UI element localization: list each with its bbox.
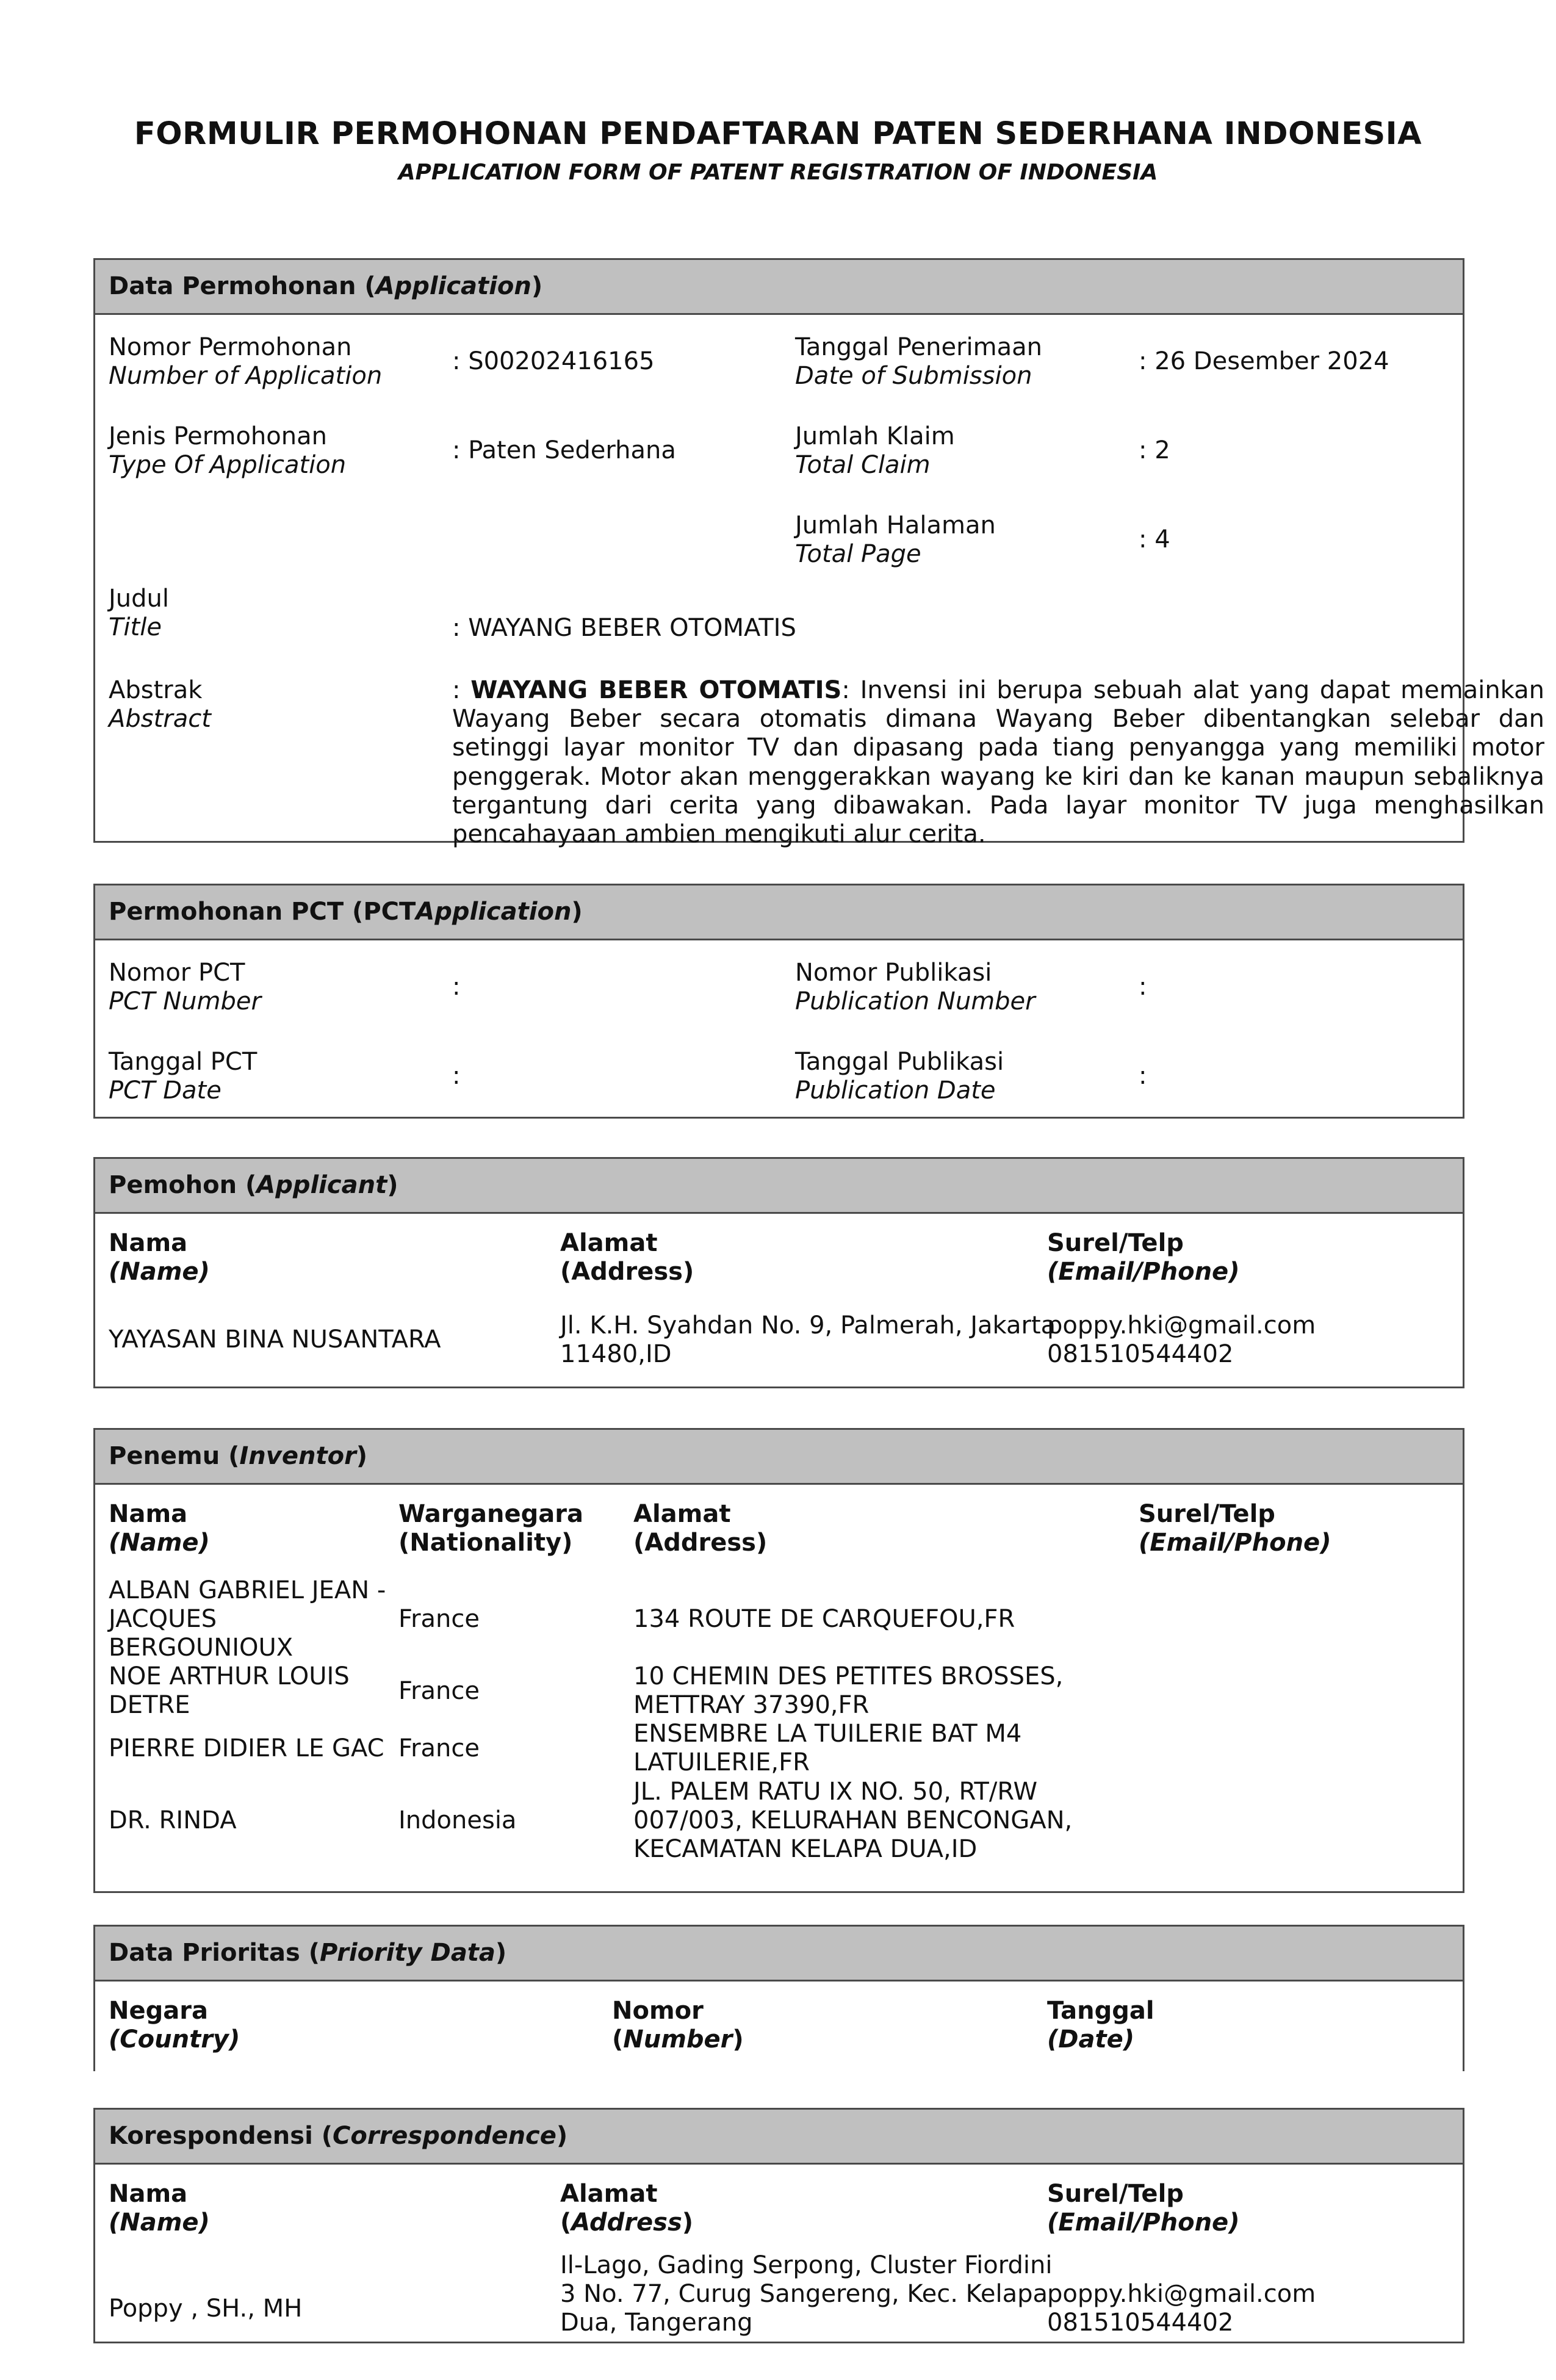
inventor-row-1-nationality: France [398,1605,480,1633]
title-label: Judul Title [109,585,170,642]
correspondence-section [93,2108,1464,2343]
application-type-value: : Paten Sederhana [452,436,676,465]
applicant-contact [1047,1311,1316,1369]
pct-date-label: Tanggal PCT PCT Date [109,1048,258,1105]
title-value: : WAYANG BEBER OTOMATIS [452,614,796,642]
correspondence-address: Il-Lago, Gading Serpong, Cluster Fiordini 3 No. 77, Curug Sangereng, Kec. Kelapa Dua, Tangerang [560,2251,1053,2337]
inventor-row-1-name: ALBAN GABRIEL JEAN - JACQUES BERGOUNIOUX [109,1576,386,1662]
inventor-row-2-address: 10 CHEMIN DES PETITES BROSSES, METTRAY 37390,FR [633,1662,1064,1720]
applicant-section-header: Pemohon ( Applicant ) [95,1159,1463,1214]
inventor-col-name: Nama (Name) [109,1500,210,1557]
inventor-col-address: Alamat (Address) [633,1500,768,1557]
inventor-row-2-nationality: France [398,1677,480,1705]
priority-col-number: Nomor (Number) [612,1997,744,2054]
priority-col-date: Tanggal (Date) [1047,1997,1154,2054]
application-number-value: : S00202416165 [452,347,655,376]
correspondence-name: Poppy , SH., MH [109,2295,303,2323]
total-claim-label: Jumlah Klaim Total Claim [795,422,955,480]
abstract-value: : WAYANG BEBER OTOMATIS: Invensi ini berupa sebuah alat yang dapat memainkan Wayang Beber secara otomatis dimana Wayang Beber dibentangkan selebar dan setinggi layar monitor TV dan dipasang pada tiang penyangga yang memiliki motor penggerak. Motor akan menggerakkan wayang ke kiri dan ke kanan maupun sebaliknya tergantung dari cerita yang dibawakan. Pada layar monitor TV juga menghasilkan pencahayaan ambien mengikuti alur cerita. [452,676,1544,848]
application-section [93,258,1544,848]
inventor-row-1-address: 134 ROUTE DE CARQUEFOU,FR [633,1605,1015,1633]
pct-section [93,884,1464,1119]
pct-number-label: Nomor PCT PCT Number [109,959,261,1016]
correspondence-section-header: Korespondensi ( Correspondence ) [95,2110,1463,2165]
application-number-label: Nomor Permohonan Number of Application [109,333,383,391]
abstract-label: Abstrak Abstract [109,676,211,734]
correspondence-phone: 081510544402 [1047,2309,1234,2337]
correspondence-email: poppy.hki@gmail.com [1047,2280,1316,2308]
correspondence-contact [1047,2280,1316,2337]
inventor-row-2-name: NOE ARTHUR LOUIS DETRE [109,1662,350,1720]
priority-section-header: Data Prioritas ( Priority Data ) [95,1927,1463,1982]
inventor-section-header: Penemu ( Inventor ) [95,1430,1463,1485]
applicant-name: YAYASAN BINA NUSANTARA [109,1325,441,1354]
inventor-row-3-address: ENSEMBRE LA TUILERIE BAT M4 LATUILERIE,FR [633,1720,1022,1777]
priority-col-country: Negara (Country) [109,1997,240,2054]
pct-section-header: Permohonan PCT (PCT Application ) [95,885,1463,940]
publication-number-value: : [1139,973,1147,1001]
submission-date-value: : 26 Desember 2024 [1139,347,1389,376]
publication-date-label: Tanggal Publikasi Publication Date [795,1048,1004,1105]
inventor-row-3-name: PIERRE DIDIER LE GAC [109,1734,384,1762]
application-type-label: Jenis Permohonan Type Of Application [109,422,347,480]
inventor-row-4-name: DR. RINDA [109,1806,237,1834]
total-claim-value: : 2 [1139,436,1170,465]
applicant-col-address: Alamat (Address) [560,1229,694,1286]
total-page-label: Jumlah Halaman Total Page [795,511,996,569]
total-page-value: : 4 [1139,525,1170,554]
correspondence-col-name: Nama (Name) [109,2180,210,2237]
form-subtitle: APPLICATION FORM OF PATENT REGISTRATION OF INDONESIA [398,160,1158,186]
application-section-header: Data Permohonan ( Application ) [95,260,1463,315]
inventor-row-4-nationality: Indonesia [398,1806,517,1834]
correspondence-col-contact: Surel/Telp (Email/Phone) [1047,2180,1240,2237]
applicant-address: Jl. K.H. Syahdan No. 9, Palmerah, Jakarta 11480,ID [560,1311,1056,1369]
inventor-row-3-nationality: France [398,1734,480,1762]
priority-section [93,1925,1464,2071]
abstract-invention-title: WAYANG BEBER OTOMATIS [470,676,842,704]
inventor-section [93,1428,1464,1893]
inventor-col-nationality: Warganegara (Nationality) [398,1500,583,1557]
inventor-col-contact: Surel/Telp (Email/Phone) [1139,1500,1331,1557]
form-header [0,116,1556,186]
form-title: FORMULIR PERMOHONAN PENDAFTARAN PATEN SEDERHANA INDONESIA [134,116,1422,152]
applicant-email: poppy.hki@gmail.com [1047,1311,1316,1340]
publication-number-label: Nomor Publikasi Publication Number [795,959,1036,1016]
pct-number-value: : [452,973,461,1001]
pct-date-value: : [452,1062,461,1091]
submission-date-label: Tanggal Penerimaan Date of Submission [795,333,1042,391]
applicant-col-contact: Surel/Telp (Email/Phone) [1047,1229,1240,1286]
applicant-phone: 081510544402 [1047,1340,1234,1369]
correspondence-col-address: Alamat (Address) [560,2180,694,2237]
publication-date-value: : [1139,1062,1147,1091]
inventor-row-4-address: JL. PALEM RATU IX NO. 50, RT/RW 007/003, KELURAHAN BENCONGAN, KECAMATAN KELAPA DUA,ID [633,1778,1073,1864]
applicant-section [93,1157,1464,1388]
applicant-col-name: Nama (Name) [109,1229,210,1286]
